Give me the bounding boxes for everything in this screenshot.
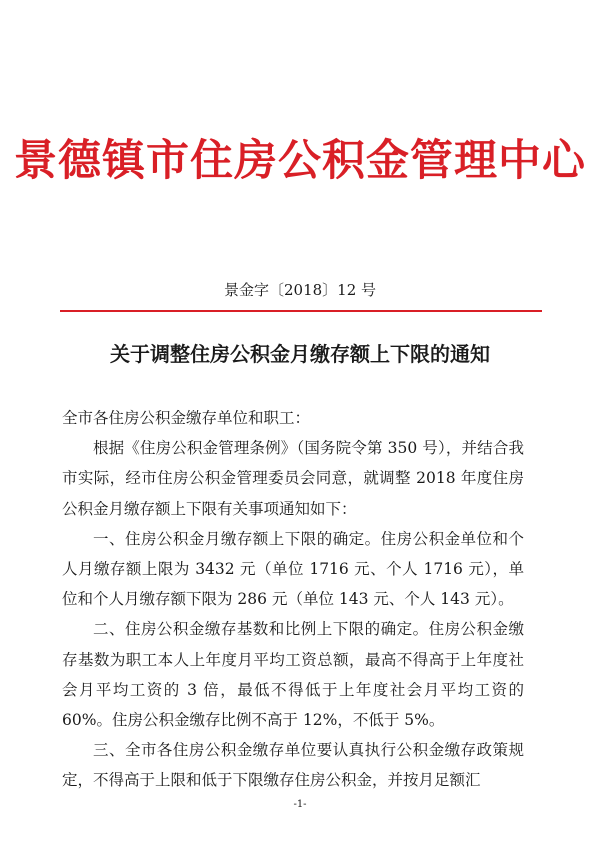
paragraph-item-3: 三、全市各住房公积金缴存单位要认真执行公积金缴存政策规定，不得高于上限和低于下限缴存住房公积金，并按月足额汇	[62, 741, 524, 790]
paragraph-item-2: 二、住房公积金缴存基数和比例上下限的确定。住房公积金缴存基数为职工本人上年度月平均工资总额，最高不得高于上年度社会月平均工资的 3 倍，最低不得低于上年度社会月平均工资的 60%。住房公积金缴存比例不高于 12%，不低于 5%。	[62, 620, 524, 730]
masthead-title: 景德镇市住房公积金管理中心	[14, 136, 586, 186]
page-number: -1-	[293, 799, 307, 810]
document-number: 景金字〔2018〕12 号	[223, 281, 377, 299]
salutation: 全市各住房公积金缴存单位和职工：	[62, 409, 311, 427]
paragraph-intro: 根据《住房公积金管理条例》（国务院令第 350 号），并结合我市实际，经市住房公积金管理委员会同意，就调整 2018 年度住房公积金月缴存额上下限有关事项通知如下：	[62, 439, 524, 518]
notice-body	[62, 403, 524, 796]
red-divider-line	[60, 310, 542, 312]
notice-title: 关于调整住房公积金月缴存额上下限的通知	[110, 342, 490, 366]
paragraph-item-1: 一、住房公积金月缴存额上下限的确定。住房公积金单位和个人月缴存额上限为 3432 元（单位 1716 元、个人 1716 元），单位和个人月缴存额下限为 286 元（单位 143 元、个人 143 元）。	[62, 529, 524, 609]
